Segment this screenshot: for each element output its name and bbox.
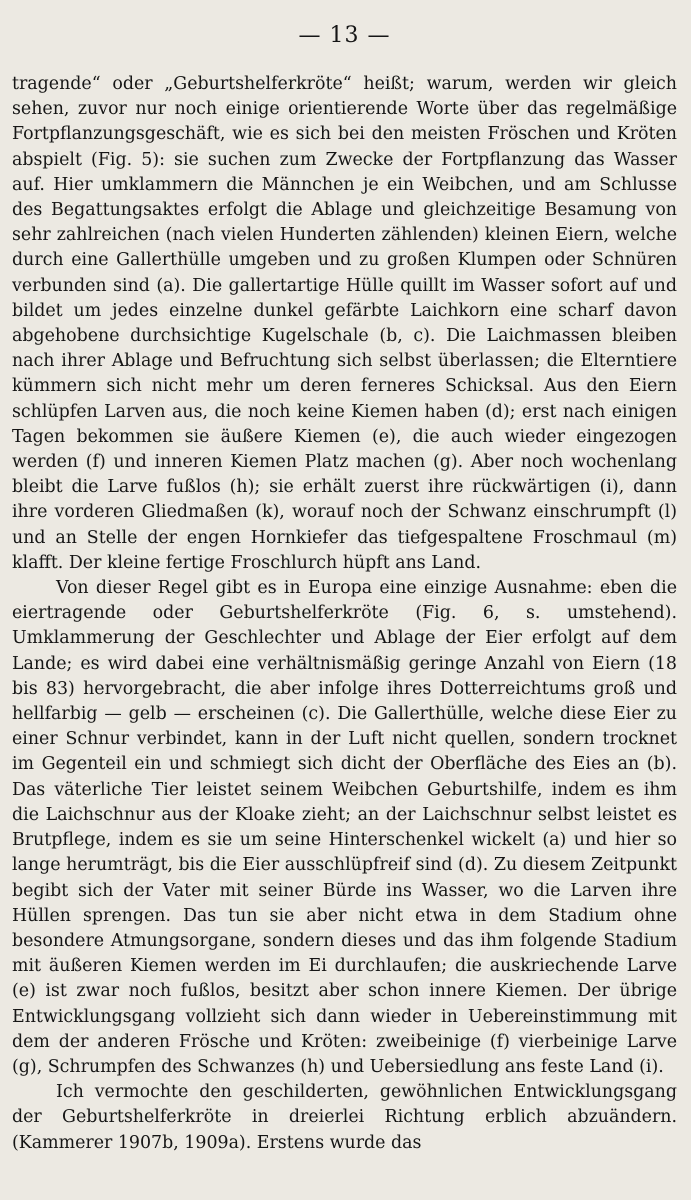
page-number: — 13 — bbox=[298, 23, 391, 48]
paragraph-continuation: tragende“ oder „Geburtshelferkröte“ heißt; warum, werden wir gleich sehen, zuvor nur noch einige orientierende Worte über das regelmäßige Fortpflanzungsgeschäft, wie es sich bei den meisten Fröschen und Kröten abspielt (Fig. 5): sie suchen zum Zwecke der Fortpflanzung das Wasser auf. Hier umklammern die Männchen je ein Weibchen, und am Schlusse des Begattungsaktes erfolgt die Ablage und gleichzeitige Besamung von sehr zahlreichen (nach vielen Hunderten zählenden) kleinen Eiern, welche durch eine Gallerthülle umgeben und zu großen Klumpen oder Schnüren verbunden sind (a). Die gallertartige Hülle quillt im Wasser sofort auf und bildet um jedes einzelne dunkel gefärbte Laichkorn eine scharf davon abgehobene durchsichtige Kugelschale (b, c). Die Laichmassen bleiben nach ihrer Ablage und Befruchtung sich selbst überlassen; die Elterntiere kümmern sich nicht mehr um deren ferneres Schicksal. Aus den Eiern schlüpfen Larven aus, die noch keine Kiemen haben (d); erst nach einigen Tagen bekommen sie äußere Kiemen (e), die auch wieder eingezogen werden (f) und inneren Kiemen Platz machen (g). Aber noch wochenlang bleibt die Larve fußlos (h); sie erhält zuerst ihre rückwärtigen (i), dann ihre vorderen Gliedmaßen (k), worauf noch der Schwanz einschrumpft (l) und an Stelle der engen Hornkiefer das tiefgespaltene Froschmaul (m) klafft. Der kleine fertige Froschlurch hüpft ans Land. bbox=[12, 74, 677, 573]
body-text bbox=[12, 72, 677, 1156]
paragraph-exception: Von dieser Regel gibt es in Europa eine einzige Ausnahme: eben die eiertragende oder Geburtshelferkröte (Fig. 6, s. umstehend). Umklammerung der Geschlechter und Ablage der Eier erfolgt auf dem Lande; es wird dabei eine verhältnismäßig geringe Anzahl von Eiern (18 bis 83) hervorgebracht, die aber infolge ihres Dotterreichtums groß und hellfarbig — gelb — erscheinen (c). Die Gallerthülle, welche diese Eier zu einer Schnur verbindet, kann in der Luft nicht quellen, sondern trocknet im Gegenteil ein und schmiegt sich dicht der Oberfläche des Eies an (b). Das väterliche Tier leistet seinem Weibchen Geburtshilfe, indem es ihm die Laichschnur aus der Kloake zieht; an der Laichschnur selbst leistet es Brutpflege, indem es sie um seine Hinterschenkel wickelt (a) und hier so lange herumträgt, bis die Eier ausschlüpfreif sind (d). Zu diesem Zeitpunkt begibt sich der Vater mit seiner Bürde ins Wasser, wo die Larven ihre Hüllen sprengen. Das tun sie aber nicht etwa in dem Stadium ohne besondere Atmungsorgane, sondern dieses und das ihm folgende Stadium mit äußeren Kiemen werden im Ei durchlaufen; die auskriechende Larve (e) ist zwar noch fußlos, besitzt aber schon innere Kiemen. Der übrige Entwicklungsgang vollzieht sich dann wieder in Uebereinstimmung mit dem der anderen Frösche und Kröten: zweibeinige (f) vierbeinige Larve (g), Schrumpfen des Schwanzes (h) und Uebersiedlung ans feste Land (i). bbox=[12, 578, 677, 1077]
paragraph-experiment: Ich vermochte den geschilderten, gewöhnlichen Entwicklungsgang der Geburtshelferkröte in dreierlei Richtung erblich abzuändern. (Kammerer 1907b, 1909a). Erstens wurde das bbox=[12, 1082, 677, 1153]
